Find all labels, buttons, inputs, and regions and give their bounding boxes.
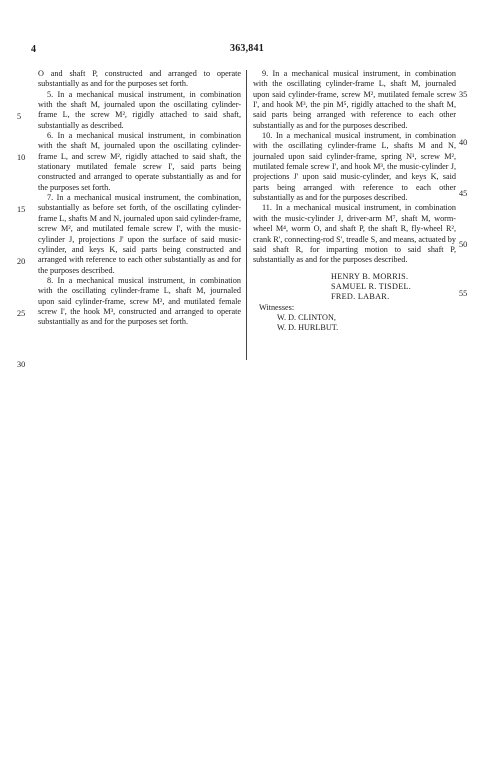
claim-paragraph: 10. In a mechanical musical instrument, in combination with the oscillating cylinder-frame L, shafts M and N, journaled upon said cylinder-frame, spring N¹, screw M², mutilated female screw I', and hook M³, the music-cylinder J, projections J' upon said music-cylinder, and keys K, said parts being arranged with reference to each other substantially as and for the purposes described. (253, 131, 456, 203)
line-number: 35 (459, 90, 468, 99)
claim-paragraph: 7. In a mechanical musical instrument, the combination, substantially as before set forth, of the oscillating cylinder-frame L, shafts M and N, journaled upon said cylinder-frame, screw M², and mutilated female screw I', with the music-cylinder J, projections J' upon the surface of said music-cylinder, and keys K, said parts being constructed and arranged with reference to each other substantially as and for the purposes described. (38, 193, 241, 275)
signature-name: HENRY B. MORRIS. (331, 271, 409, 281)
witness-name: W. D. CLINTON, (277, 312, 336, 322)
left-column (38, 69, 241, 328)
right-column (253, 69, 456, 334)
line-number: 30 (17, 360, 26, 369)
patent-number: 363,841 (230, 43, 264, 54)
line-number: 50 (459, 240, 468, 249)
witnesses-label: Witnesses: (259, 302, 295, 312)
claim-paragraph: 5. In a mechanical musical instrument, in combination with the shaft M, journaled upon the oscillating cylinder-frame L, the screw M², rigidly attached to said shaft, substantially as described. (38, 89, 241, 130)
signature-name: FRED. LABAR. (331, 292, 390, 302)
column-divider (246, 70, 247, 360)
witness-name: W. D. HURLBUT. (277, 323, 339, 333)
line-number: 55 (459, 289, 468, 298)
line-number: 10 (17, 153, 26, 162)
line-number: 45 (459, 189, 468, 198)
line-number: 25 (17, 309, 26, 318)
line-number: 40 (459, 138, 468, 147)
page-number: 4 (31, 44, 36, 55)
claim-paragraph: O and shaft P, constructed and arranged to operate substantially as and for the purposes set forth. (38, 69, 241, 89)
claim-paragraph: 6. In a mechanical musical instrument, in combination with the shaft M, journaled upon the oscillating cylinder-frame L, and screw M², rigidly attached to said shaft, the stationary mutilated female screw I', said parts being constructed and arranged to operate substantially as and for the purposes set forth. (38, 131, 241, 192)
line-number: 20 (17, 257, 26, 266)
signature-name: SAMUEL R. TISDEL. (331, 281, 412, 291)
claim-paragraph: 8. In a mechanical musical instrument, in combination with the oscillating cylinder-frame L, shaft M, journaled upon said cylinder-frame, screw M², and mutilated female screw I', the hook M³, constructed and arranged to operate substantially as and for the purposes set forth. (38, 275, 241, 327)
claim-paragraph: 9. In a mechanical musical instrument, in combination with the oscillating cylinder-frame L, shaft M, journaled upon said cylinder-frame, screw M², mutilated female screw I', and hook M³, the pin M⁵, rigidly attached to the shaft M, said parts being arranged with reference to each other substantially as and for the purposes described. (253, 69, 456, 130)
line-number: 5 (17, 112, 22, 121)
claim-paragraph: 11. In a mechanical musical instrument, in combination with the music-cylinder J, driver-arm M⁷, shaft M, worm-wheel M⁴, worm O, and shaft P, the shaft R, fly-wheel R², crank R', connecting-rod S', treadle S, and means, actuated by said shaft R, for imparting motion to said shaft P, substantially as and for the purposes described. (253, 203, 456, 265)
line-number: 15 (17, 205, 26, 214)
